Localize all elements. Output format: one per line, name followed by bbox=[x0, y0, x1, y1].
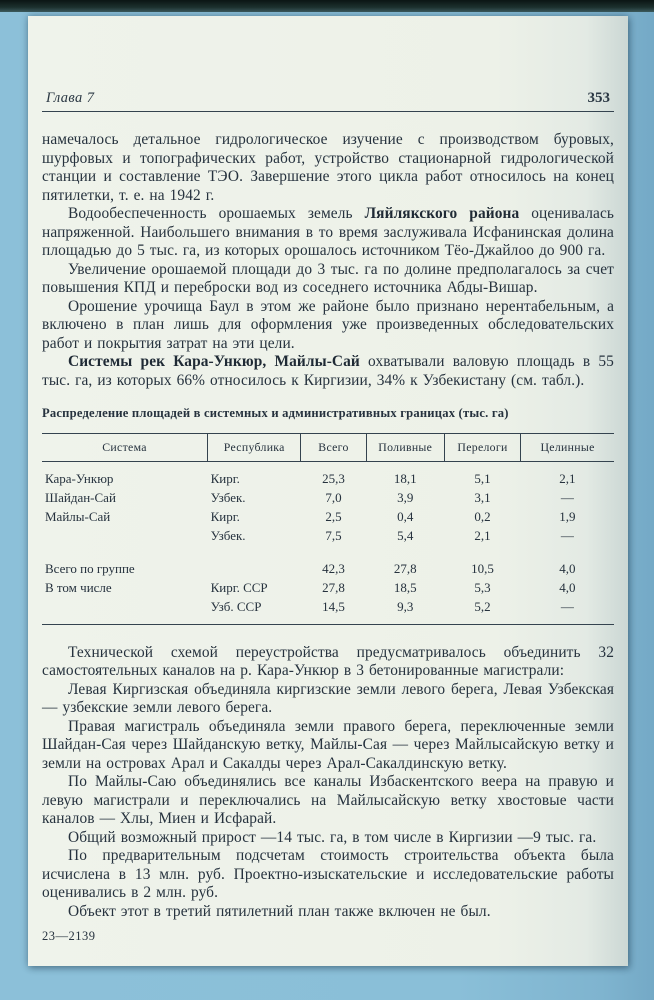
distribution-table-block bbox=[42, 406, 614, 625]
table-row bbox=[42, 578, 614, 597]
column-header: Система bbox=[42, 434, 208, 462]
paragraph: Общий возможный прирост —14 тыс. га, в том числе в Киргизии —9 тыс. га. bbox=[68, 828, 597, 846]
table-row bbox=[42, 597, 614, 624]
table-row bbox=[42, 462, 614, 489]
paragraph: намечалось детальное гидрологическое изучение с производством буровых, шурфовых и топографических работ, устройство стационарной гидрологической станции и составление ТЭО. Завершение этого цикла работ относилось на конец пятилетки, т. е. на 1942 г. bbox=[42, 131, 614, 204]
column-header: Республика bbox=[208, 434, 301, 462]
text-column-before-table bbox=[42, 131, 614, 390]
table-cell: 0,4 bbox=[397, 509, 414, 524]
column-header: Всего bbox=[301, 434, 366, 462]
table-cell bbox=[42, 527, 208, 546]
paragraph: Правая магистраль объединяла земли правого берега, переключенные земли Шайдан-Сая через Шайданскую ветку, Майлы-Сая — через Майлысайскую ветку и земли на островах Арал и Сакалды через Арал-Сакалдинскую ветку. bbox=[42, 717, 614, 772]
distribution-table bbox=[42, 433, 614, 625]
running-head bbox=[42, 90, 614, 107]
table-cell: Узбек. bbox=[210, 528, 246, 543]
table-cell: Кирг. bbox=[210, 509, 240, 524]
table-cell: Кирг. bbox=[210, 471, 240, 486]
table-cell: 5,1 bbox=[474, 471, 491, 486]
table-cell: 7,5 bbox=[325, 528, 342, 543]
paragraph: Водообеспеченность орошаемых земель Ляйлякского района оценивалась напряженной. Наибольшего внимания в то время заслуживала Исфанинская долина площадью до 5 тыс. га, из которых орошалось источником Тёо-Джайлоо до 900 га. bbox=[42, 205, 614, 259]
table-cell: 2,1 bbox=[474, 528, 491, 543]
table-cell bbox=[208, 546, 301, 579]
table-cell: 10,5 bbox=[471, 560, 494, 576]
paragraph: Увеличение орошаемой площади до 3 тыс. га по долине предполагалось за счет повышения КПД и переброски вод из соседнего источника Абды-Вишар. bbox=[42, 260, 614, 296]
paragraph: По Майлы-Саю объединялись все каналы Избаскентского веера на правую и левую магистрали и переключались на Майлысайскую ветку хвостовые части каналов — Хлы, Миен и Исфарай. bbox=[42, 773, 614, 827]
chapter-heading: Глава 7 bbox=[46, 90, 95, 106]
paragraph: Орошение урочища Баул в этом же районе было признано нерентабельным, а включено в план лишь для оформления уже произведенных обследовательских работ и покрытия затрат на эти цели. bbox=[42, 297, 614, 352]
table-cell: 3,9 bbox=[397, 490, 414, 505]
table-cell: Узбек. bbox=[210, 490, 246, 505]
text-column-after-table bbox=[42, 644, 614, 922]
column-header: Целинные bbox=[521, 434, 614, 462]
paragraph: Левая Киргизская объединяла киргизские земли левого берега, Левая Узбекская — узбекские земли левого берега. bbox=[42, 680, 614, 716]
table-cell: — bbox=[560, 528, 574, 543]
table-cell: Шайдан-Сай bbox=[45, 490, 116, 505]
table-cell: 25,3 bbox=[322, 471, 345, 486]
table-row bbox=[42, 508, 614, 527]
table-header-row bbox=[42, 434, 614, 462]
table-cell: 14,5 bbox=[322, 598, 345, 614]
table-cell: 4,0 bbox=[559, 560, 576, 576]
table-cell: 5,2 bbox=[474, 598, 491, 614]
book-page bbox=[28, 16, 628, 966]
table-title: Распределение площадей в системных и административных границах (тыс. га) bbox=[42, 406, 509, 420]
table-cell: Кара-Ункюр bbox=[45, 471, 114, 486]
table-cell: 27,8 bbox=[322, 579, 345, 595]
table-cell: 7,0 bbox=[325, 490, 342, 505]
header-rule bbox=[42, 111, 614, 112]
table-cell: — bbox=[560, 490, 574, 505]
table-cell: 1,9 bbox=[559, 509, 576, 524]
table-cell: 42,3 bbox=[322, 560, 345, 576]
column-header: Поливные bbox=[366, 434, 444, 462]
page-number: 353 bbox=[587, 90, 610, 106]
table-cell: — bbox=[560, 598, 574, 614]
table-cell: Узб. ССР bbox=[210, 598, 262, 614]
table-cell: В том числе bbox=[45, 579, 112, 595]
table-cell: Кирг. ССР bbox=[210, 579, 268, 595]
paragraph: Системы рек Кара-Ункюр, Майлы-Сай охватывали валовую площадь в 55 тыс. га, из которых 66% относилось к Киргизии, 34% к Узбекистану (см. табл.). bbox=[42, 353, 614, 389]
table-row bbox=[42, 489, 614, 508]
table-cell: 27,8 bbox=[393, 560, 417, 576]
paragraph: Объект этот в третий пятилетний план также включен не был. bbox=[68, 902, 491, 920]
print-signature: 23—2139 bbox=[42, 929, 96, 943]
table-cell: 18,1 bbox=[393, 471, 417, 486]
top-edge-band bbox=[0, 0, 654, 12]
table-cell: 4,0 bbox=[559, 579, 576, 595]
table-cell: 2,5 bbox=[325, 509, 342, 524]
table-cell: 9,3 bbox=[397, 598, 414, 614]
column-header: Перелоги bbox=[444, 434, 520, 462]
paragraph: Технической схемой переустройства предусматривалось объединить 32 самостоятельных каналов на р. Кара-Ункюр в 3 бетонированные магистрали: bbox=[42, 643, 614, 679]
table-cell bbox=[42, 597, 208, 624]
table-cell: 18,5 bbox=[393, 579, 417, 595]
table-cell: 2,1 bbox=[559, 471, 576, 486]
table-cell: 5,3 bbox=[474, 579, 491, 595]
table-cell: 3,1 bbox=[474, 490, 491, 505]
table-cell: Майлы-Сай bbox=[45, 509, 111, 524]
table-row bbox=[42, 546, 614, 579]
table-row bbox=[42, 527, 614, 546]
table-cell: 0,2 bbox=[474, 509, 491, 524]
table-cell: 5,4 bbox=[397, 528, 414, 543]
table-cell: Всего по группе bbox=[45, 560, 135, 576]
paragraph: По предварительным подсчетам стоимость строительства объекта была исчислена в 13 млн. руб. Проектно-изыскательские и исследовательские работы оценивались в 2 млн. руб. bbox=[42, 847, 614, 901]
